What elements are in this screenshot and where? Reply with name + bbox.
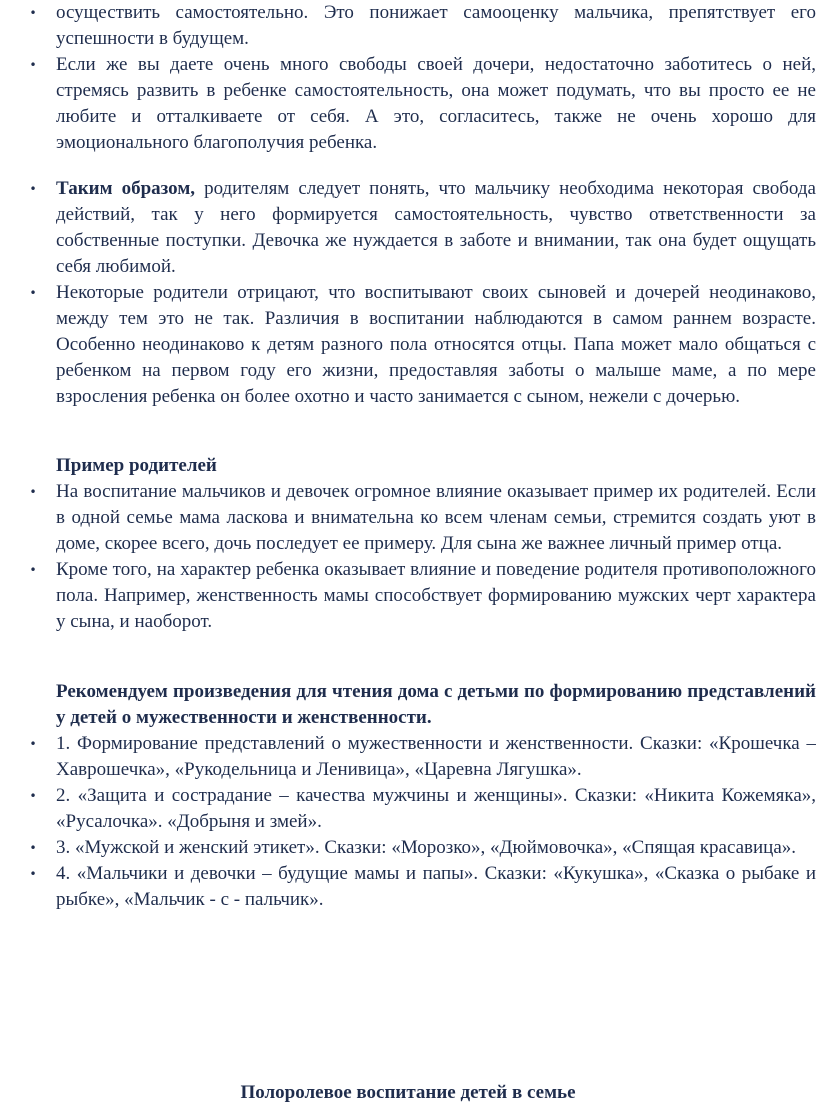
section-continuation [29, 0, 816, 156]
list-item [29, 861, 816, 913]
list-item [29, 52, 816, 156]
bullet-icon: • [29, 563, 37, 577]
list-item-text: 2. «Защита и сострадание – качества мужчины и женщины». Сказки: «Никита Кожемяка», «Русалочка». «Добрыня и змей». [56, 785, 816, 832]
section-reading-recommendations [29, 679, 816, 913]
list-item-lead: Таким образом, [56, 178, 196, 199]
section-parent-example [29, 453, 816, 635]
bullet-list [29, 479, 816, 635]
list-item [29, 731, 816, 783]
section-conclusion [29, 176, 816, 410]
list-item [29, 176, 816, 280]
list-item [29, 280, 816, 410]
bullet-icon: • [29, 6, 37, 20]
bullet-icon: • [29, 789, 37, 803]
list-item-text: Некоторые родители отрицают, что воспитывают своих сыновей и дочерей неодинаково, между тем это не так. Различия в воспитании наблюдаются в самом раннем возрасте. Особенно неодинаково к детям разного пола относятся отцы. Папа может мало общаться с ребенком на первом году его жизни, предоставляя заботы о малыше маме, а по мере взросления ребенка он более охотно и часто занимается с сыном, нежели с дочерью. [56, 282, 816, 407]
list-item-text: 4. «Мальчики и девочки – будущие мамы и папы». Сказки: «Кукушка», «Сказка о рыбаке и рыбке», «Мальчик - с - пальчик». [56, 863, 816, 910]
bullet-icon: • [29, 841, 37, 855]
page-title: Полоролевое воспитание детей в семье [240, 1082, 576, 1103]
list-item-text: Если же вы даете очень много свободы своей дочери, недостаточно заботитесь о ней, стремясь развить в ребенке самостоятельность, она может подумать, что вы просто ее не любите и отталкиваете от себя. А это, согласитесь, также не очень хорошо для эмоционального благополучия ребенка. [56, 54, 816, 153]
list-item [29, 783, 816, 835]
list-item-text: На воспитание мальчиков и девочек огромное влияние оказывает пример их родителей. Если в одной семье мама ласкова и внимательна ко всем членам семьи, стремится создать уют в доме, скорее всего, дочь последует ее примеру. Для сына же важнее личный пример отца. [56, 481, 816, 554]
bullet-icon: • [29, 58, 37, 72]
bullet-icon: • [29, 737, 37, 751]
list-item-text: осуществить самостоятельно. Это понижает самооценку мальчика, препятствует его успешности в будущем. [56, 2, 816, 49]
bullet-icon: • [29, 867, 37, 881]
list-item-text: 3. «Мужской и женский этикет». Сказки: «Морозко», «Дюймовочка», «Спящая красавица». [56, 837, 797, 858]
list-item [29, 557, 816, 635]
bullet-list [29, 0, 816, 156]
bullet-icon: • [29, 286, 37, 300]
section-heading: Рекомендуем произведения для чтения дома с детьми по формированию представлений у детей о мужественности и женственности. [56, 681, 816, 728]
bullet-list [29, 731, 816, 913]
bullet-list [29, 176, 816, 410]
bullet-icon: • [29, 485, 37, 499]
list-item-text: 1. Формирование представлений о мужественности и женственности. Сказки: «Крошечка – Хаврошечка», «Рукодельница и Ленивица», «Царевна Лягушка». [56, 733, 816, 780]
bullet-icon: • [29, 182, 37, 196]
list-item [29, 0, 816, 52]
list-item [29, 479, 816, 557]
list-item [29, 835, 816, 861]
list-item-text: Кроме того, на характер ребенка оказывает влияние и поведение родителя противоположного пола. Например, женственность мамы способствует формированию мужских черт характера у сына, и наоборот. [56, 559, 816, 632]
section-heading: Пример родителей [56, 455, 217, 476]
list-item-text: родителям следует понять, что мальчику необходима некоторая свобода действий, так у него формируется самостоятельность, чувство ответственности за собственные поступки. Девочка же нуждается в заботе и внимании, так она будет ощущать себя любимой. [56, 178, 816, 277]
